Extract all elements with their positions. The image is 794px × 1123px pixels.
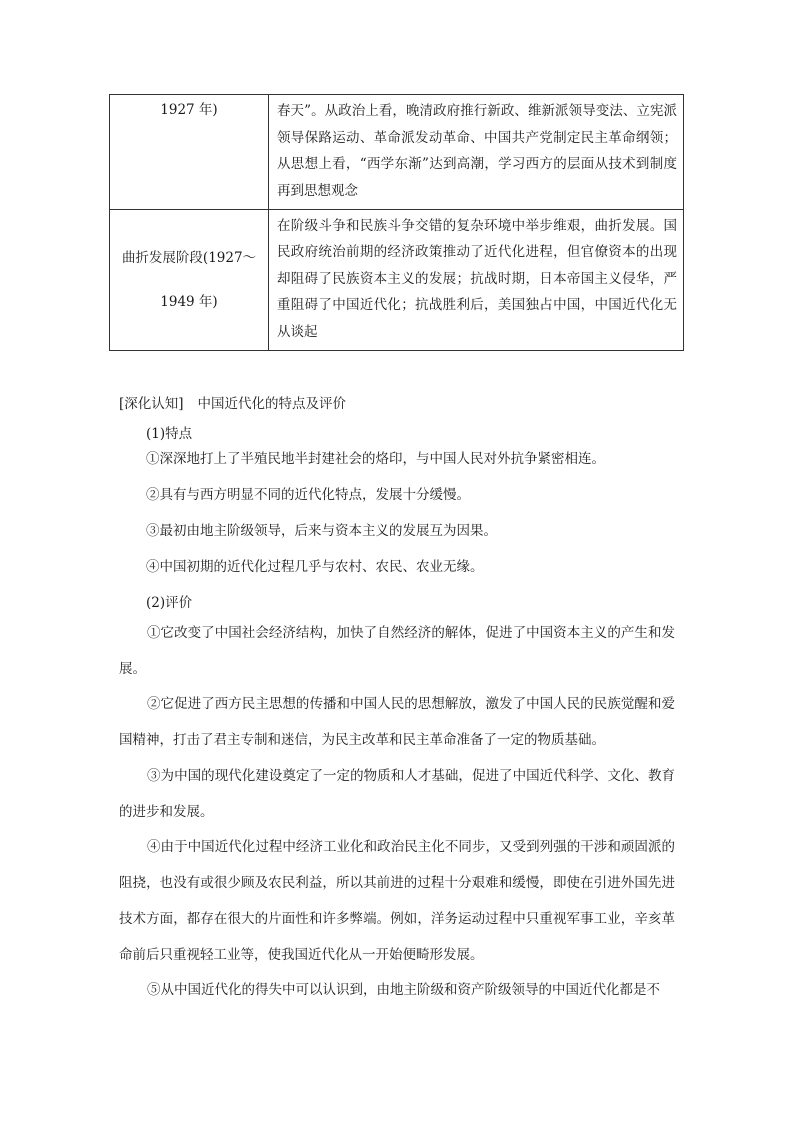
stage-label-line2: 1949 年): [160, 294, 218, 310]
features-label: (1)特点: [146, 426, 193, 442]
description-cell: 在阶级斗争和民族斗争交错的复杂环境中举步维艰，曲折发展。国民政府统治前期的经济政策推动了近代化进程，但官僚资本的出现却阻碍了民族资本主义的发展；抗战时期，日本帝国主义侵华，严重阻碍了中国近代化；抗战胜利后，美国独占中国，中国近代化无从谈起: [269, 210, 684, 351]
feature-item: ④中国初期的近代化过程几乎与农村、农民、农业无缘。: [146, 559, 484, 575]
section-tag: [深化认知]: [119, 396, 184, 412]
table-row: [110, 210, 684, 351]
stage-cell: [110, 210, 269, 351]
section-heading: [119, 392, 675, 412]
feature-item: ②具有与西方明显不同的近代化特点，发展十分缓慢。: [146, 487, 470, 503]
table-row: [110, 95, 684, 210]
evaluation-item: ⑤从中国近代化的得失中可以认识到，由地主阶级和资产阶级领导的中国近代化都是不: [147, 982, 660, 998]
evaluation-item: ①它改变了中国社会经济结构，加快了自然经济的解体，促进了中国资本主义的产生和发展。: [119, 625, 675, 677]
feature-item: ③最初由地主阶级领导，后来与资本主义的发展互为因果。: [146, 523, 497, 539]
evaluation-item: ③为中国的现代化建设奠定了一定的物质和人才基础，促进了中国近代科学、文化、教育的进步和发展。: [119, 768, 675, 820]
evaluation-item: ②它促进了西方民主思想的传播和中国人民的思想解放，激发了中国人民的民族觉醒和爱国精神，打击了君主专制和迷信，为民主改革和民主革命准备了一定的物质基础。: [119, 696, 675, 748]
evaluation-label: (2)评价: [146, 595, 193, 611]
stage-label-line1: 曲折发展阶段(1927～: [121, 250, 257, 266]
history-stage-table: [109, 94, 684, 351]
description-cell: 春天”。从政治上看，晚清政府推行新政、维新派领导变法、立宪派领导保路运动、革命派发动革命、中国共产党制定民主革命纲领；从思想上看，“西学东渐”达到高潮，学习西方的层面从技术到制度再到思想观念: [269, 95, 684, 210]
section-title: 中国近代化的特点及评价: [197, 396, 347, 412]
feature-item: ①深深地打上了半殖民地半封建社会的烙印，与中国人民对外抗争紧密相连。: [146, 451, 605, 467]
evaluation-item: ④由于中国近代化过程中经济工业化和政治民主化不同步，又受到列强的干涉和顽固派的阻挠，也没有或很少顾及农民利益，所以其前进的过程十分艰难和缓慢，即使在引进外国先进技术方面，都存在很大的片面性和许多弊端。例如，洋务运动过程中只重视军事工业，辛亥革命前后只重视轻工业等，使我国近代化从一开始便畸形发展。: [119, 839, 675, 963]
stage-cell: 1927 年): [110, 95, 269, 210]
